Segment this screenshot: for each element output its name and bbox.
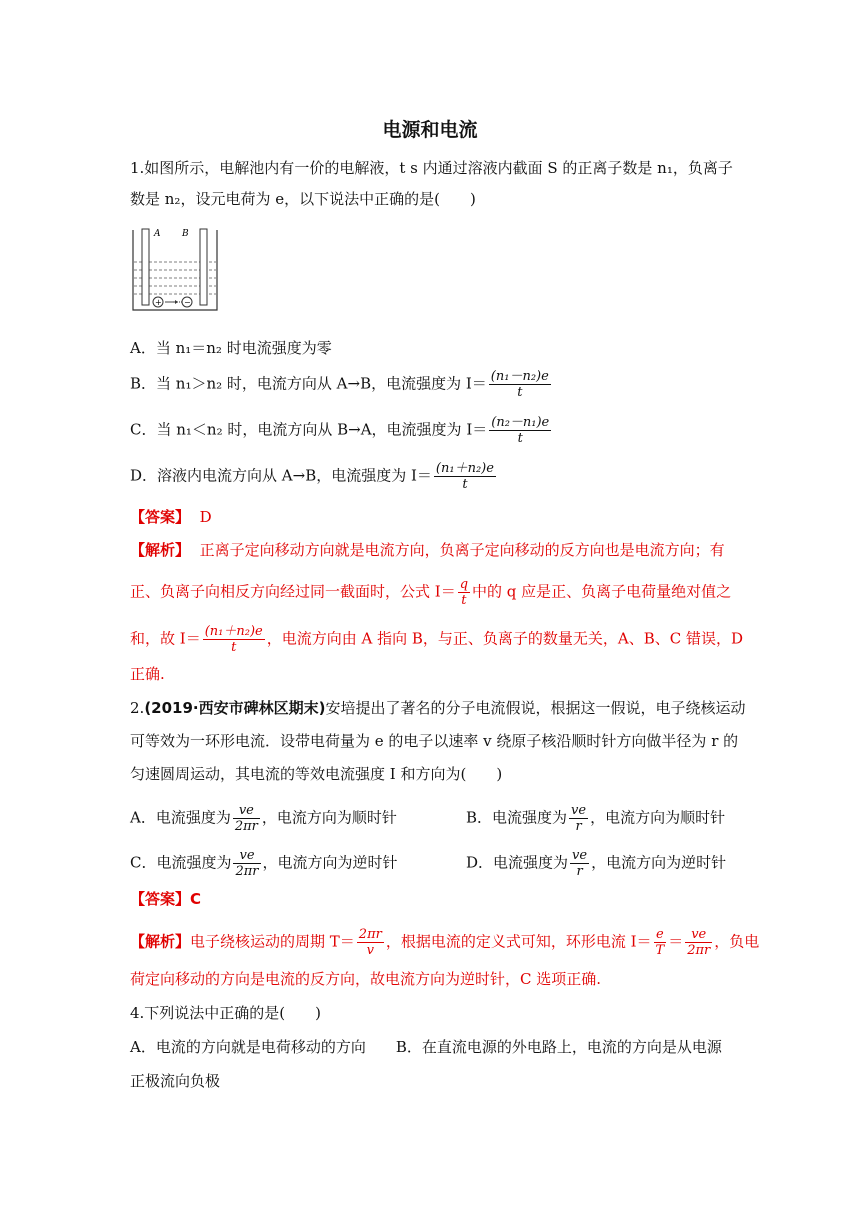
- q1-answer-label: 【答案】: [130, 508, 191, 526]
- q1-stem-line2: 数是 n₂，设元电荷为 e，以下说法中正确的是( ): [130, 190, 476, 208]
- negative-ion-sign: −: [184, 298, 191, 307]
- q2-explanation-line2: 荷定向移动的方向是电流的反方向，故电流方向为逆时针，C 选项正确.: [130, 970, 602, 988]
- electrolytic-cell-diagram: [130, 226, 220, 316]
- q1-option-c-text: C．当 n₁＜n₂ 时，电流方向从 B→A，电流强度为 I＝: [130, 420, 488, 439]
- q2-stem-line2: 可等效为一环形电流．设带电荷量为 e 的电子以速率 v 绕原子核沿顺时针方向做半径为 r 的: [130, 732, 739, 750]
- q1-option-d-fraction: $\frac{\text{(n₁＋n₂)e}}{t}$: [435, 461, 494, 492]
- q2-option-c: C．电流强度为 $\frac{ve}{2\pi r}$ ，电流方向为逆时针: [130, 848, 398, 879]
- q1-explanation-line3: 和，故 I＝ $\frac{\text{(n₁＋n₂)e}}{t}$ ，电流方向由 A 指向 B，与正、负离子的数量无关，A、B、C 错误，D: [130, 624, 744, 655]
- electrode-label-b: B: [182, 229, 189, 239]
- q2-explanation-label: 【解析】: [130, 932, 191, 951]
- q2-option-d: D．电流强度为 $\frac{ve}{r}$ ，电流方向为逆时针: [466, 848, 727, 879]
- q1-option-a: A．当 n₁＝n₂ 时电流强度为零: [130, 339, 332, 357]
- q4-option-b-continued: 正极流向负极: [130, 1072, 221, 1090]
- q1-stem-line1: 1.如图所示，电解池内有一价的电解液，t s 内通过溶液内截面 S 的正离子数是 n₁，负离子: [130, 159, 733, 177]
- q1-option-b-text: B．当 n₁＞n₂ 时，电流方向从 A→B，电流强度为 I＝: [130, 374, 487, 393]
- q2-stem-line3: 匀速圆周运动，其电流的等效电流强度 I 和方向为( ): [130, 765, 503, 783]
- q1-answer: [130, 507, 212, 527]
- electrode-label-a: A: [154, 229, 161, 239]
- q4-option-a-b: A．电流的方向就是电荷移动的方向 B．在直流电源的外电路上，电流的方向是从电源: [130, 1038, 722, 1056]
- q1-option-d-text: D．溶液内电流方向从 A→B，电流强度为 I＝: [130, 466, 432, 485]
- q2-source: (2019·西安市碑林区期末): [144, 699, 326, 717]
- q1-explanation-line1: 【解析】 正离子定向移动方向就是电流方向，负离子定向移动的反方向也是电流方向；有: [130, 541, 725, 559]
- q1-explanation-label: 【解析】: [130, 541, 191, 559]
- positive-ion-sign: +: [155, 298, 162, 307]
- page-title: 电源和电流: [382, 119, 478, 141]
- q2-answer: 【答案】C: [130, 890, 202, 908]
- q1-answer-value: D: [199, 508, 212, 526]
- q1-option-c: [130, 415, 553, 446]
- q1-option-d: [130, 461, 498, 492]
- q1-option-b: [130, 369, 553, 400]
- q1-option-b-fraction: $\frac{\text{(n₁－n₂)e}}{t}$: [490, 369, 549, 400]
- q2-stem-line1: 2.(2019·西安市碑林区期末)安培提出了著名的分子电流假说，根据这一假说，电子绕核运动: [130, 699, 746, 717]
- q1-explanation-line4: 正确.: [130, 665, 165, 683]
- q4-stem: 4.下列说法中正确的是( ): [130, 1004, 322, 1022]
- q2-option-a: A．电流强度为 $\frac{ve}{2\pi r}$ ，电流方向为顺时针: [130, 803, 397, 834]
- q1-explanation-line2: 正、负离子向相反方向经过同一截面时，公式 I＝ $\frac{q}{t}$ 中的 q 应是正、负离子电荷量绝对值之: [130, 577, 732, 608]
- q2-explanation-line1: 【解析】电子绕核运动的周期 T＝ $\frac{2\pi r}{v}$ ，根据电流的定义式可知，环形电流 I＝ $\frac{e}{T}$ ＝ $\frac{ve}{2\pi r}$ ，负电: [130, 927, 760, 958]
- q2-option-b: B．电流强度为 $\frac{ve}{r}$ ，电流方向为顺时针: [466, 803, 726, 834]
- q1-option-c-fraction: $\frac{\text{(n₂－n₁)e}}{t}$: [491, 415, 550, 446]
